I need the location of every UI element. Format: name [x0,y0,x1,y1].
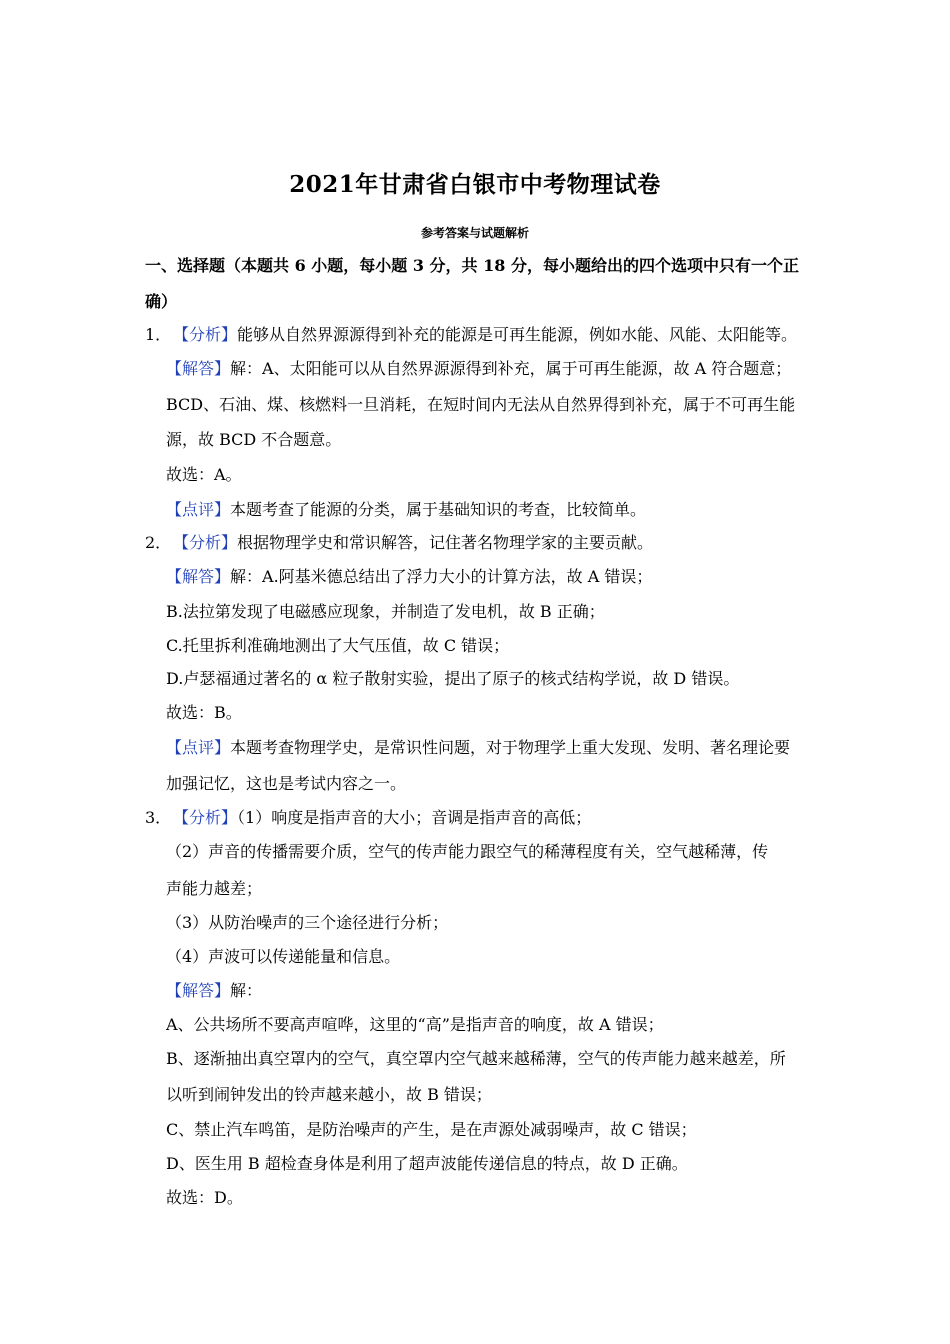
q2-answer-line2: B.法拉第发现了电磁感应现象，并制造了发电机，故 B 正确； [166,602,605,621]
q2-comment-text1: 本题考查物理学史，是常识性问题，对于物理学上重大发现、发明、著名理论要 [230,738,791,757]
q2-answer-text1: 解：A.阿基米德总结出了浮力大小的计算方法，故 A 错误； [230,567,653,586]
q3-answer-a: A、公共场所不要高声喧哗，这里的“高”是指声音的响度，故 A 错误； [166,1015,664,1034]
section-heading-line1: 一、选择题（本题共 6 小题，每小题 3 分，共 18 分，每小题给出的四个选项中只有一个正 [145,256,799,275]
q1-answer-line2: BCD、石油、煤、核燃料一旦消耗，在短时间内无法从自然界得到补充，属于不可再生能 [166,395,796,414]
q3-answer-c: C、禁止汽车鸣笛，是防治噪声的产生，是在声源处减弱噪声，故 C 错误； [166,1120,697,1139]
q1-analysis-text: 能够从自然界源源得到补充的能源是可再生能源，例如水能、风能、太阳能等。 [237,325,798,344]
comment-tag: 【点评】 [166,500,231,519]
q3-answer-b-line1: B、逐渐抽出真空罩内的空气，真空罩内空气越来越稀薄，空气的传声能力越来越差，所 [166,1049,786,1068]
page-subtitle: 参考答案与试题解析 [420,226,529,240]
page-title: 2021年甘肃省白银市中考物理试卷 [289,171,661,198]
q3-answer-intro-text: 解： [230,981,263,1000]
q1-comment-line [166,500,646,520]
question-number: 3． [145,808,172,827]
q3-answer-d: D、医生用 B 超检查身体是利用了超声波能传递信息的特点，故 D 正确。 [166,1154,688,1173]
q3-analysis-line2: （2）声音的传播需要介质，空气的传声能力跟空气的稀薄程度有关，空气越稀薄，传 [166,842,769,861]
q2-answer-line3: C.托里拆利准确地测出了大气压值，故 C 错误； [166,636,510,655]
q3-analysis-line1 [145,808,591,828]
q1-analysis-line [145,325,797,345]
analysis-tag: 【分析】 [173,325,238,344]
question-number: 2． [145,533,172,552]
q1-answer-line3: 源，故 BCD 不合题意。 [166,430,342,449]
q2-comment-line2: 加强记忆，这也是考试内容之一。 [166,774,407,793]
q3-analysis-line3: 声能力越差； [166,879,263,898]
q1-answer-line1 [166,359,791,379]
q2-analysis-line [145,533,653,553]
answer-tag: 【解答】 [166,567,231,586]
q2-analysis-text: 根据物理学史和常识解答，记住著名物理学家的主要贡献。 [237,533,654,552]
q3-analysis-text1: （1）响度是指声音的大小；音调是指声音的高低； [237,808,592,827]
analysis-tag: 【分析】 [173,808,238,827]
section-heading-line2: 确） [145,292,178,311]
q3-answer-b-line2: 以听到闹钟发出的铃声越来越小，故 B 错误； [166,1085,492,1104]
comment-tag: 【点评】 [166,738,231,757]
q2-answer-line1 [166,567,652,587]
answer-tag: 【解答】 [166,359,231,378]
q3-choice: 故选：D。 [166,1188,243,1207]
q2-choice: 故选：B。 [166,703,242,722]
q3-analysis-line5: （4）声波可以传递能量和信息。 [166,947,401,966]
analysis-tag: 【分析】 [173,533,238,552]
q3-analysis-line4: （3）从防治噪声的三个途径进行分析； [166,913,449,932]
q2-answer-line4: D.卢瑟福通过著名的 α 粒子散射实验，提出了原子的核式结构学说，故 D 错误。 [166,669,740,688]
question-number: 1． [145,325,172,344]
q3-answer-intro [166,981,262,1001]
q1-comment-text: 本题考查了能源的分类，属于基础知识的考查，比较简单。 [230,500,647,519]
q1-answer-text1: 解：A、太阳能可以从自然界源源得到补充，属于可再生能源，故 A 符合题意； [230,359,792,378]
answer-tag: 【解答】 [166,981,231,1000]
q2-comment-line1 [166,738,790,758]
q1-choice: 故选：A。 [166,465,242,484]
